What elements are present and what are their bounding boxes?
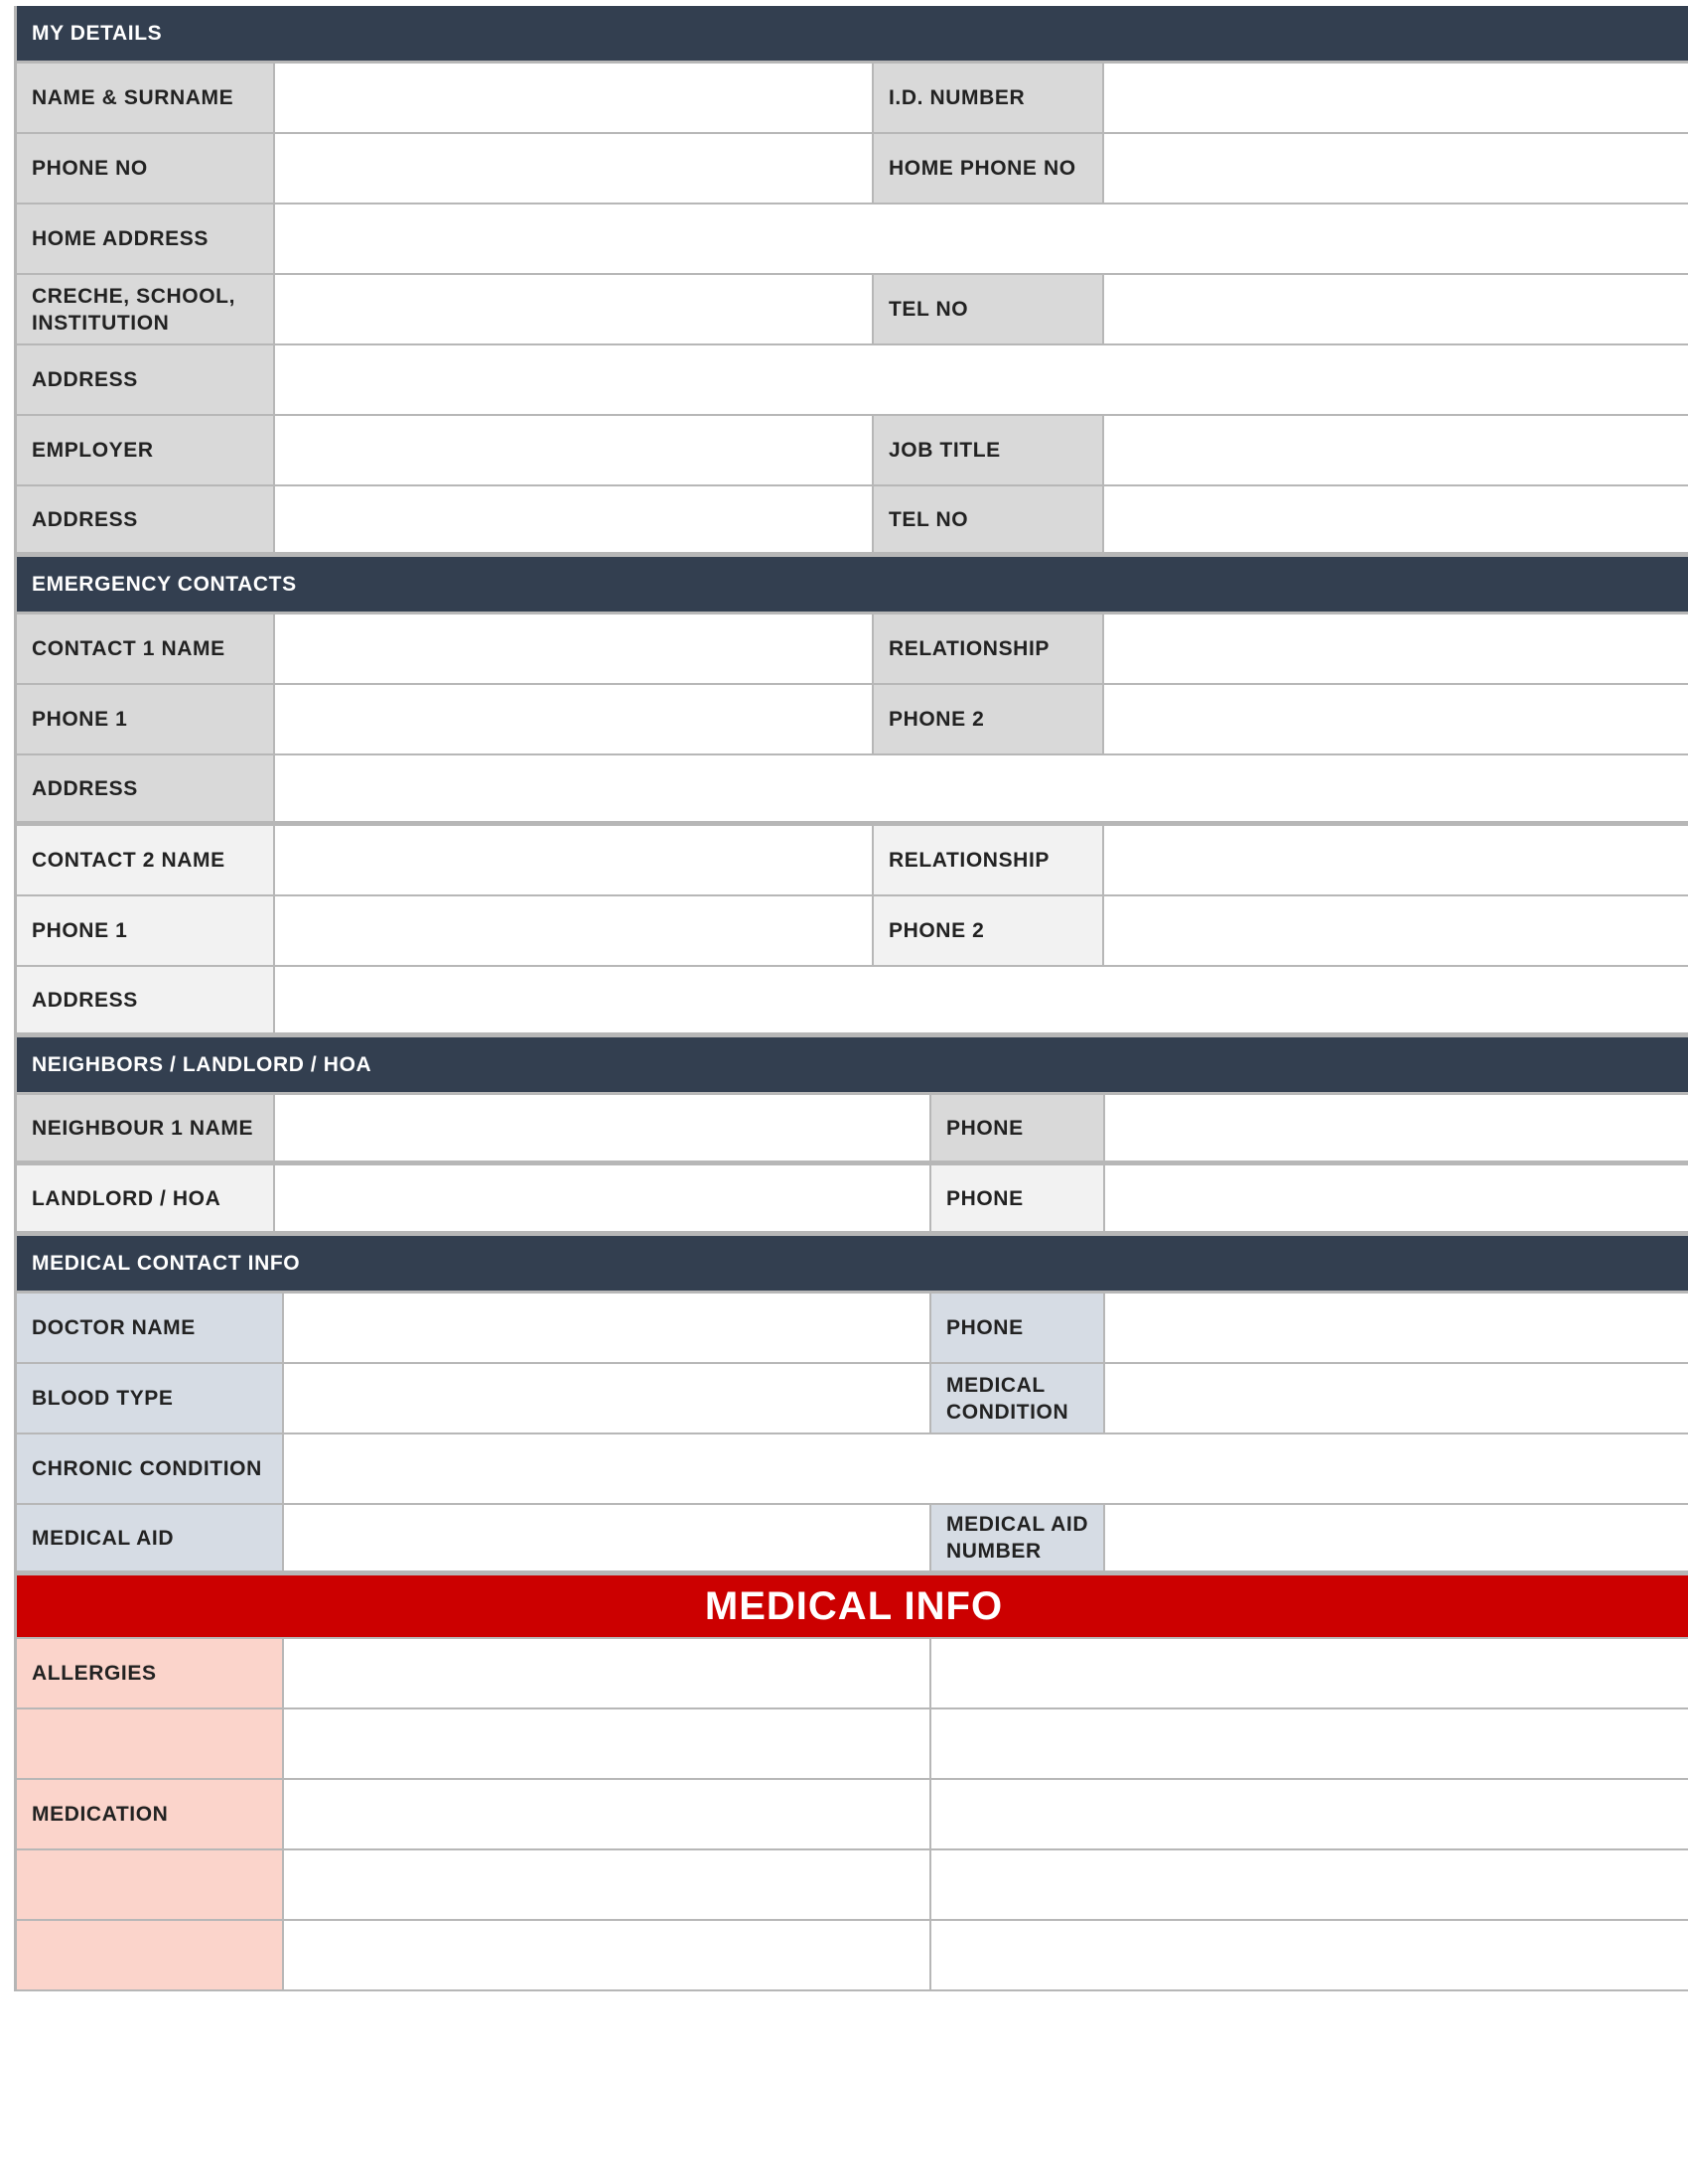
- emergency-info-form: [14, 6, 1688, 1991]
- form-row: [17, 685, 1688, 755]
- form-row: [17, 416, 1688, 486]
- form-row: [17, 1921, 1688, 1991]
- form-row: [17, 275, 1688, 345]
- contact2-name-field[interactable]: [275, 826, 874, 894]
- medical-aid-field[interactable]: [284, 1505, 931, 1570]
- contact1-name-field[interactable]: [275, 614, 874, 683]
- label-id-number: I.D. NUMBER: [874, 64, 1104, 132]
- label-blank: [17, 1709, 284, 1778]
- chronic-condition-field[interactable]: [284, 1434, 1688, 1503]
- section-header-my-details: MY DETAILS: [17, 6, 1688, 64]
- form-row: [17, 345, 1688, 416]
- form-row: [17, 1850, 1688, 1921]
- form-row: [17, 614, 1688, 685]
- label-home-address: HOME ADDRESS: [17, 205, 275, 273]
- label-contact1-phone1: PHONE 1: [17, 685, 275, 753]
- medication-field-6[interactable]: [931, 1921, 1688, 1989]
- employer-tel-no-field[interactable]: [1104, 486, 1688, 552]
- name-surname-field[interactable]: [275, 64, 874, 132]
- label-chronic-condition: CHRONIC CONDITION: [17, 1434, 284, 1503]
- landlord-hoa-field[interactable]: [275, 1165, 931, 1231]
- landlord-phone-field[interactable]: [1105, 1165, 1688, 1231]
- form-row: [17, 1709, 1688, 1780]
- doctor-phone-field[interactable]: [1105, 1294, 1688, 1362]
- label-neighbour1-name: NEIGHBOUR 1 NAME: [17, 1095, 275, 1160]
- medical-condition-field[interactable]: [1105, 1364, 1688, 1433]
- label-name-surname: NAME & SURNAME: [17, 64, 275, 132]
- allergies-field-2[interactable]: [931, 1639, 1688, 1707]
- label-contact1-address: ADDRESS: [17, 755, 275, 821]
- label-relationship-1: RELATIONSHIP: [874, 614, 1104, 683]
- allergies-field-4[interactable]: [931, 1709, 1688, 1778]
- doctor-name-field[interactable]: [284, 1294, 931, 1362]
- label-contact1-phone2: PHONE 2: [874, 685, 1104, 753]
- form-row: [17, 1364, 1688, 1434]
- label-contact2-name: CONTACT 2 NAME: [17, 826, 275, 894]
- label-medical-aid: MEDICAL AID: [17, 1505, 284, 1570]
- label-creche-school: CRECHE, SCHOOL, INSTITUTION: [17, 275, 275, 343]
- form-row: [17, 755, 1688, 826]
- contact2-phone1-field[interactable]: [275, 896, 874, 965]
- label-employer-tel-no: TEL NO: [874, 486, 1104, 552]
- label-medical-aid-number: MEDICAL AID NUMBER: [931, 1505, 1105, 1570]
- form-row: [17, 896, 1688, 967]
- form-row: [17, 1505, 1688, 1575]
- label-phone-no: PHONE NO: [17, 134, 275, 203]
- label-doctor-phone: PHONE: [931, 1294, 1105, 1362]
- label-medical-condition: MEDICAL CONDITION: [931, 1364, 1105, 1433]
- phone-no-field[interactable]: [275, 134, 874, 203]
- label-blank: [17, 1921, 284, 1989]
- medication-field-1[interactable]: [284, 1780, 931, 1848]
- label-neighbour-phone: PHONE: [931, 1095, 1105, 1160]
- label-employer-address: ADDRESS: [17, 486, 275, 552]
- form-row: [17, 486, 1688, 557]
- form-row: [17, 826, 1688, 896]
- label-landlord-hoa: LANDLORD / HOA: [17, 1165, 275, 1231]
- job-title-field[interactable]: [1104, 416, 1688, 484]
- label-medication: MEDICATION: [17, 1780, 284, 1848]
- label-job-title: JOB TITLE: [874, 416, 1104, 484]
- neighbour1-name-field[interactable]: [275, 1095, 931, 1160]
- contact1-address-field[interactable]: [275, 755, 1688, 821]
- tel-no-field[interactable]: [1104, 275, 1688, 343]
- label-blank: [17, 1850, 284, 1919]
- label-address: ADDRESS: [17, 345, 275, 414]
- section-header-medical-contact: MEDICAL CONTACT INFO: [17, 1236, 1688, 1294]
- employer-address-field[interactable]: [275, 486, 874, 552]
- form-row: [17, 967, 1688, 1037]
- medication-field-3[interactable]: [284, 1850, 931, 1919]
- section-header-emergency-contacts: EMERGENCY CONTACTS: [17, 557, 1688, 614]
- label-contact1-name: CONTACT 1 NAME: [17, 614, 275, 683]
- allergies-field-1[interactable]: [284, 1639, 931, 1707]
- employer-field[interactable]: [275, 416, 874, 484]
- label-doctor-name: DOCTOR NAME: [17, 1294, 284, 1362]
- label-contact2-address: ADDRESS: [17, 967, 275, 1032]
- form-row: [17, 205, 1688, 275]
- label-home-phone-no: HOME PHONE NO: [874, 134, 1104, 203]
- medication-field-5[interactable]: [284, 1921, 931, 1989]
- form-row: [17, 1780, 1688, 1850]
- label-employer: EMPLOYER: [17, 416, 275, 484]
- allergies-field-3[interactable]: [284, 1709, 931, 1778]
- relationship-1-field[interactable]: [1104, 614, 1688, 683]
- form-row: [17, 134, 1688, 205]
- label-contact2-phone2: PHONE 2: [874, 896, 1104, 965]
- contact2-address-field[interactable]: [275, 967, 1688, 1032]
- address-field[interactable]: [275, 345, 1688, 414]
- contact1-phone2-field[interactable]: [1104, 685, 1688, 753]
- form-row: [17, 1095, 1688, 1165]
- label-landlord-phone: PHONE: [931, 1165, 1105, 1231]
- section-header-medical-info: MEDICAL INFO: [17, 1575, 1688, 1639]
- form-row: [17, 1434, 1688, 1505]
- label-allergies: ALLERGIES: [17, 1639, 284, 1707]
- form-row: [17, 1639, 1688, 1709]
- creche-school-field[interactable]: [275, 275, 874, 343]
- form-row: [17, 1294, 1688, 1364]
- label-blood-type: BLOOD TYPE: [17, 1364, 284, 1433]
- home-phone-no-field[interactable]: [1104, 134, 1688, 203]
- contact1-phone1-field[interactable]: [275, 685, 874, 753]
- section-header-neighbors: NEIGHBORS / LANDLORD / HOA: [17, 1037, 1688, 1095]
- label-contact2-phone1: PHONE 1: [17, 896, 275, 965]
- form-row: [17, 64, 1688, 134]
- neighbour-phone-field[interactable]: [1105, 1095, 1688, 1160]
- medication-field-2[interactable]: [931, 1780, 1688, 1848]
- label-tel-no: TEL NO: [874, 275, 1104, 343]
- id-number-field[interactable]: [1104, 64, 1688, 132]
- medication-field-4[interactable]: [931, 1850, 1688, 1919]
- home-address-field[interactable]: [275, 205, 1688, 273]
- relationship-2-field[interactable]: [1104, 826, 1688, 894]
- label-relationship-2: RELATIONSHIP: [874, 826, 1104, 894]
- medical-aid-number-field[interactable]: [1105, 1505, 1688, 1570]
- blood-type-field[interactable]: [284, 1364, 931, 1433]
- contact2-phone2-field[interactable]: [1104, 896, 1688, 965]
- form-row: [17, 1165, 1688, 1236]
